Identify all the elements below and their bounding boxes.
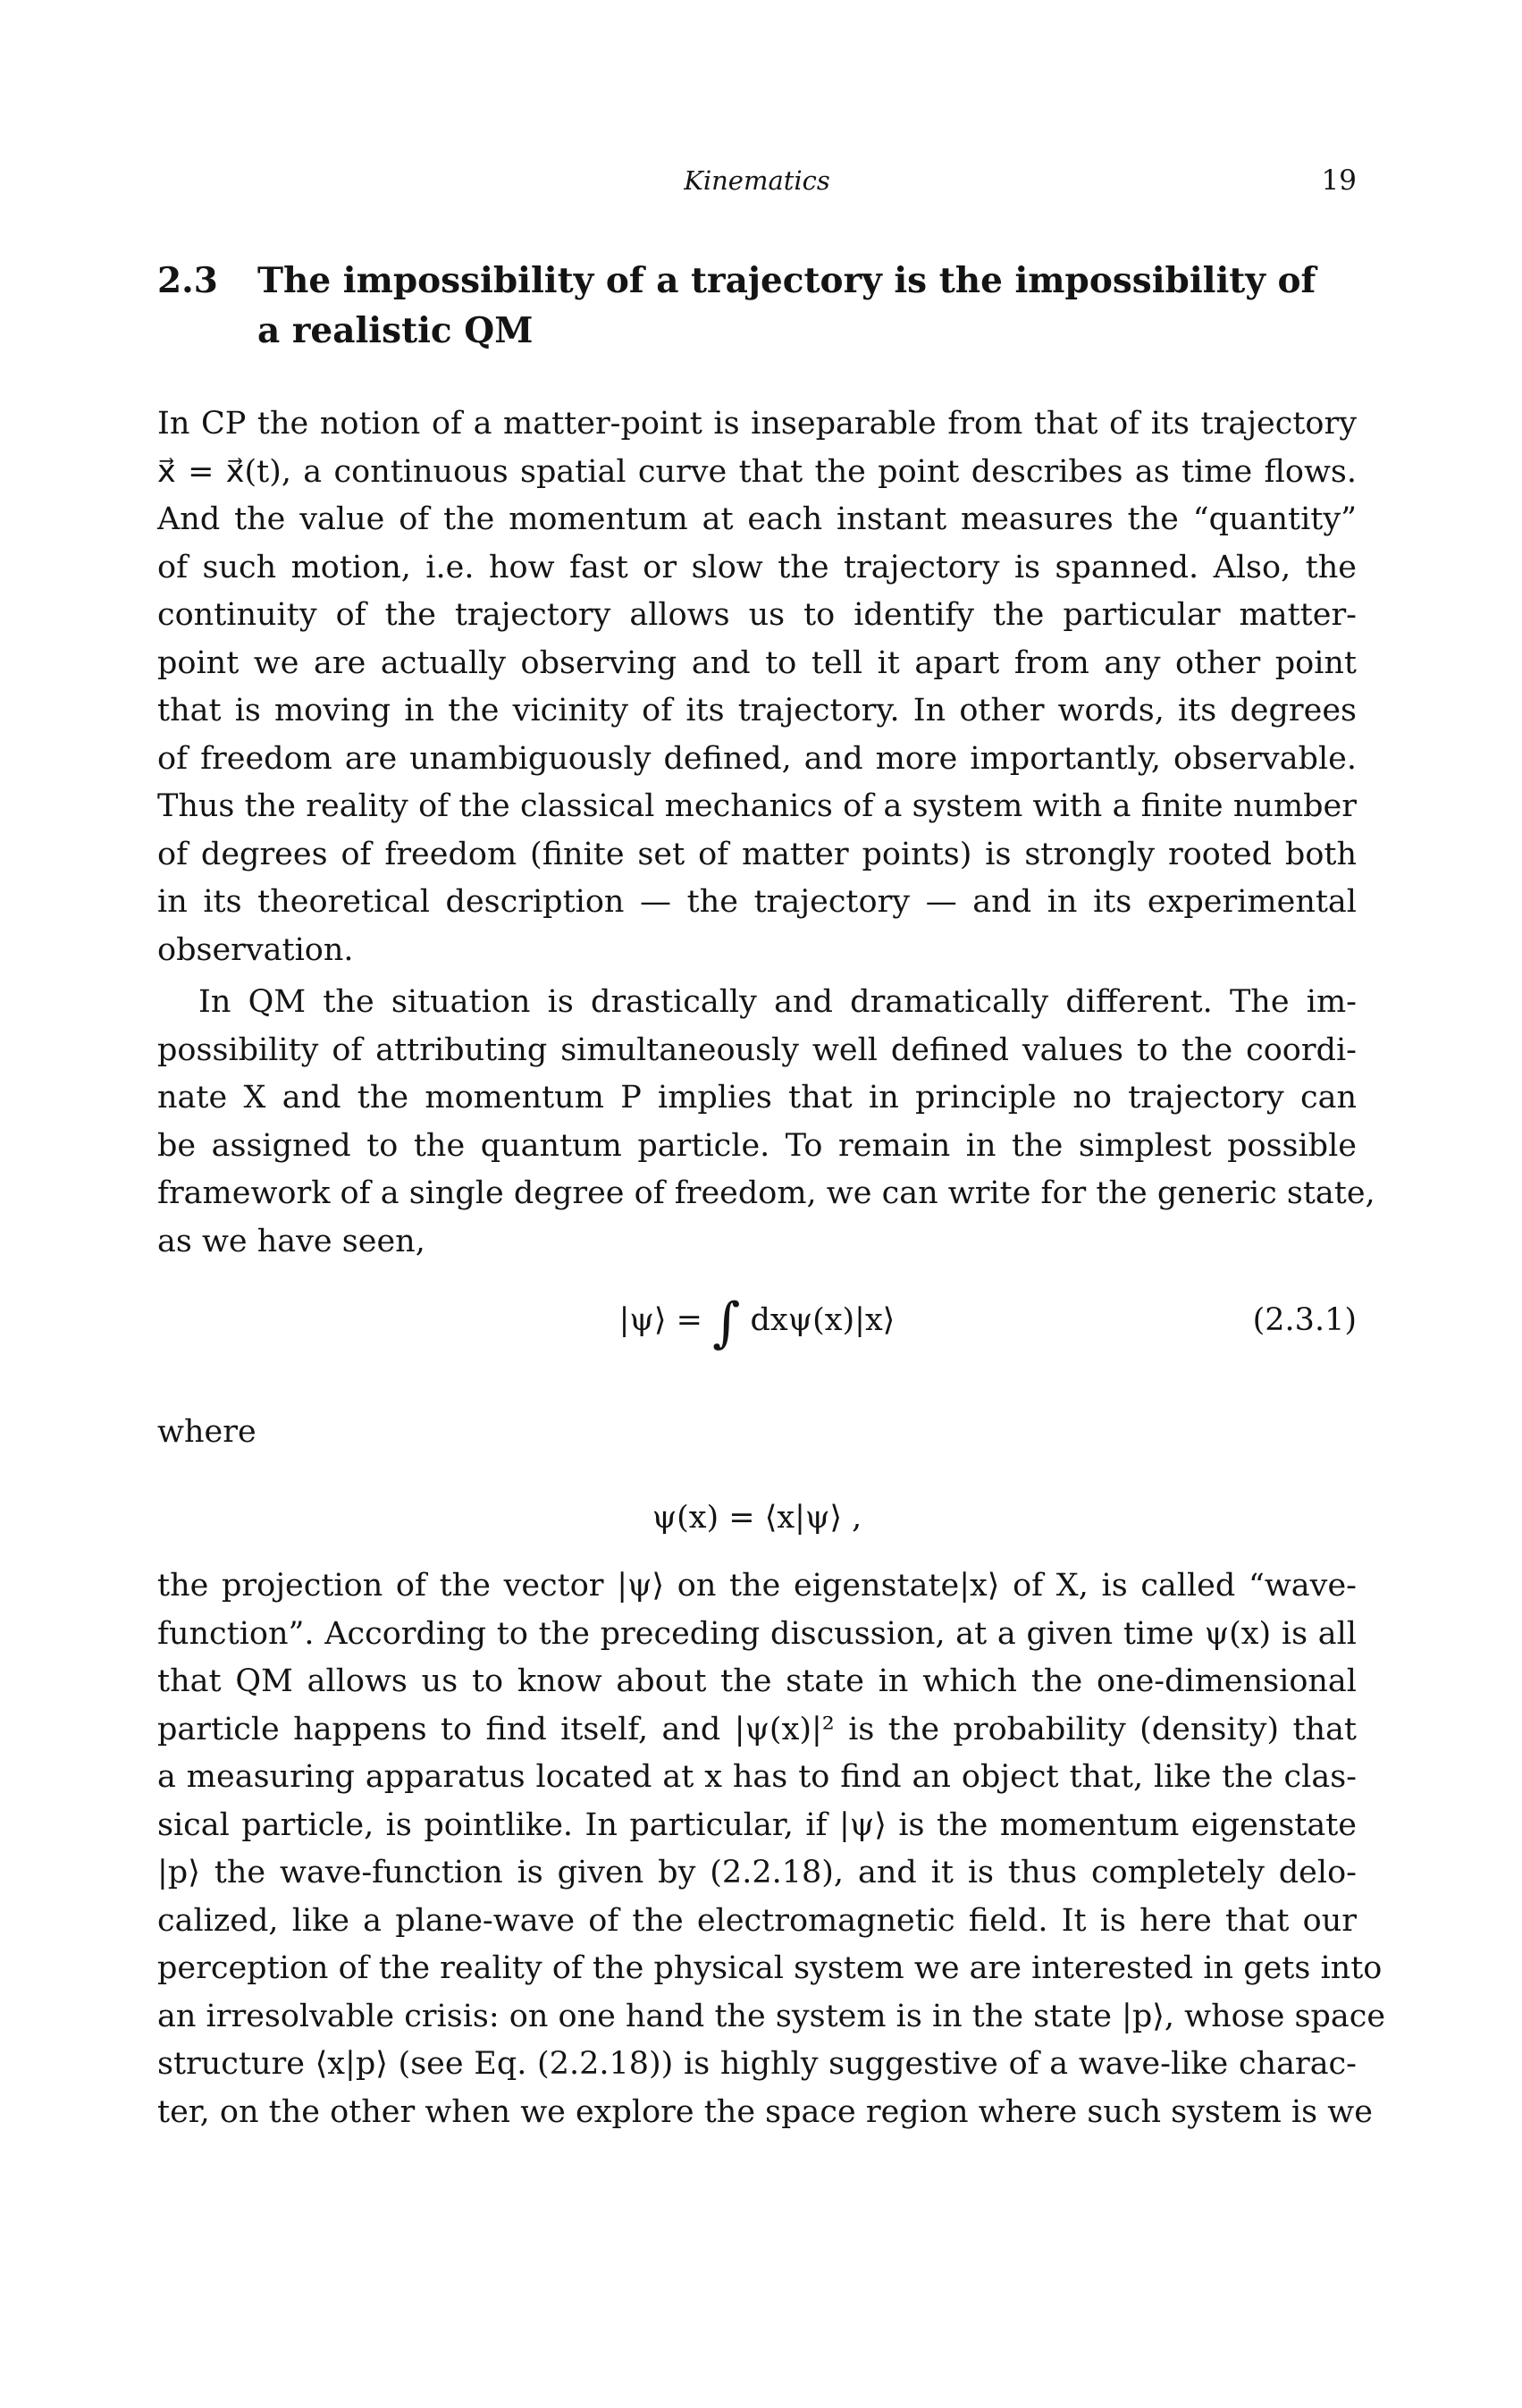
equation-lhs: |ψ⟩ = [618,1302,713,1338]
paragraph-3 [157,1562,1386,2136]
text-line: of freedom are unambiguously defined, and more importantly, observable. [157,740,1357,777]
text-line: that QM allows us to know about the state in which the one-dimensional [157,1663,1357,1699]
text-line: possibility of attributing simultaneously well defined values to the coordi- [157,1031,1357,1068]
text-line: ter, on the other when we explore the space region where such system is we [157,2093,1373,2130]
text-line: And the value of the momentum at each instant measures the “quantity” [157,501,1357,537]
equation-wavefunction [157,1482,1357,1553]
running-title: Kinematics [684,165,830,196]
page-number: 19 [1321,164,1357,197]
text-line: continuity of the trajectory allows us to identify the particular matter- [157,597,1357,633]
text-line: nate X and the momentum P implies that in principle no trajectory can [157,1080,1357,1116]
equation-number: (2.3.1) [1252,1302,1357,1338]
text-line: Thus the reality of the classical mechanics of a system with a finite number [157,788,1357,824]
integral-sign: ∫ [712,1292,741,1354]
text-line: point we are actually observing and to tell it apart from any other point [157,644,1357,681]
text-line: perception of the reality of the physical system we are interested in gets into [157,1950,1383,1986]
text-line: of degrees of freedom (finite set of matter points) is strongly rooted both [157,836,1357,872]
paragraph-1 [157,400,1357,974]
section-heading [157,256,1357,356]
text-line: an irresolvable crisis: on one hand the system is in the state |p⟩, whose space [157,1998,1386,2034]
text-line: x⃗ = x⃗(t), a continuous spatial curve that the point describes as time flows. [157,453,1357,490]
text-line: as we have seen, [157,1223,425,1259]
equation-body [157,1284,1357,1356]
text-line: particle happens to find itself, and |ψ(x)|² is the probability (density) that [157,1711,1357,1747]
text-line: structure ⟨x|p⟩ (see Eq. (2.2.18)) is highly suggestive of a wave-like charac- [157,2046,1357,2082]
text-line: the projection of the vector |ψ⟩ on the eigenstate|x⟩ of X, is called “wave- [157,1568,1357,1604]
where-label: where [157,1414,256,1450]
text-line: observation. [157,931,354,968]
text-line: that is moving in the vicinity of its trajectory. In other words, its degrees [157,693,1357,728]
text-line: of such motion, i.e. how fast or slow the trajectory is spanned. Also, the [157,549,1357,585]
equation-2-3-1 [157,1284,1357,1356]
text-line: framework of a single degree of freedom, we can write for the generic state, [157,1175,1375,1211]
text-line: be assigned to the quantum particle. To remain in the simplest possible [157,1127,1357,1164]
equation-body: ψ(x) = ⟨x|ψ⟩ , [652,1500,862,1536]
section-title-line-1: The impossibility of a trajectory is the impossibility of [257,260,1316,301]
section-number: 2.3 [157,260,218,301]
text-line: in its theoretical description — the trajectory — and in its experimental [157,884,1357,920]
section-title-line-2: a realistic QM [257,310,534,351]
text-line: In CP the notion of a matter-point is inseparable from that of its trajectory [157,406,1357,442]
text-line: |p⟩ the wave-function is given by (2.2.18), and it is thus completely delo- [157,1855,1357,1890]
running-head [157,161,1357,200]
text-line: sical particle, is pointlike. In particular, if |ψ⟩ is the momentum eigenstate [157,1806,1357,1843]
text-line: a measuring apparatus located at x has to find an object that, like the clas- [157,1759,1357,1795]
text-line: calized, like a plane-wave of the electromagnetic field. It is here that our [157,1902,1357,1939]
text-line: function”. According to the preceding discussion, at a given time ψ(x) is all [157,1615,1357,1652]
text-line: In QM the situation is drastically and dramatically different. The im- [198,984,1357,1020]
equation-rhs: dxψ(x)|x⟩ [740,1302,896,1338]
where-line [157,1409,1357,1457]
paragraph-2 [157,979,1375,1266]
